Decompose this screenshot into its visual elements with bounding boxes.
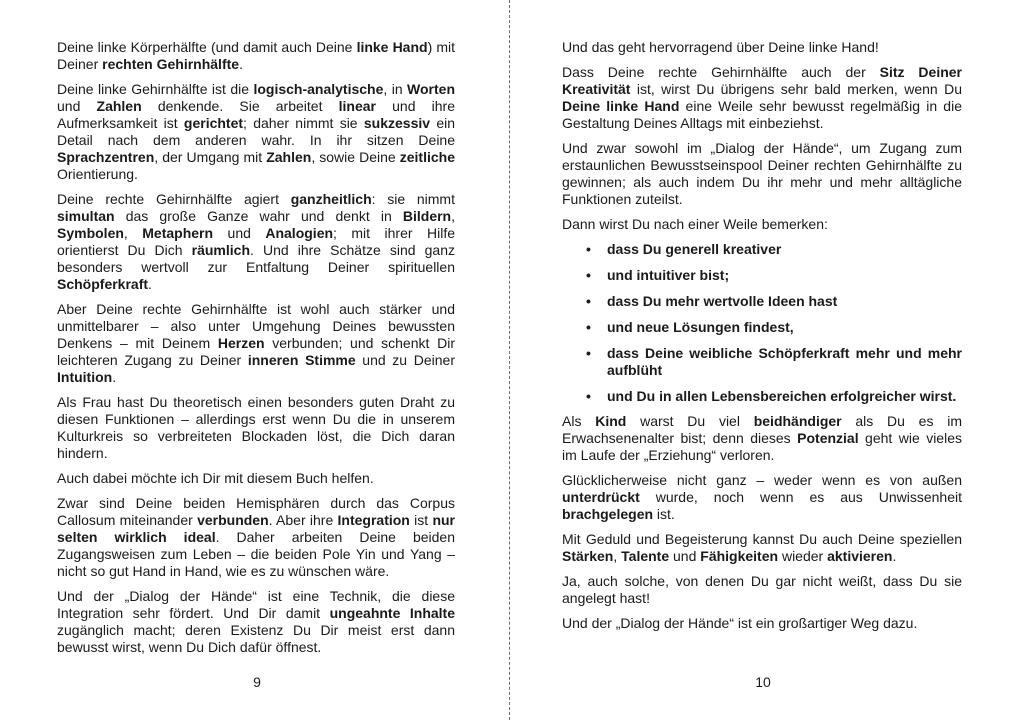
paragraph	[57, 470, 455, 487]
bold-text: Deine linke Hand	[562, 98, 680, 114]
text-segment: wurde, noch wenn es aus Unwissenheit	[639, 489, 962, 505]
paragraph	[57, 588, 455, 656]
bold-text: Potenzial	[797, 430, 859, 446]
bold-text: inneren	[247, 352, 299, 368]
text-segment: ; daher nimmt sie	[243, 115, 364, 131]
bold-text: aktivieren	[827, 548, 893, 564]
text-segment: und zu Deiner	[355, 352, 455, 368]
bold-text: räumlich	[191, 242, 250, 258]
bold-text: Zahlen	[266, 149, 312, 165]
bullet-dot-icon: •	[586, 319, 591, 335]
paragraph	[562, 531, 962, 565]
bold-text: Analogien	[265, 225, 334, 241]
text-segment: Zwar sind Deine beiden Hemisphären durch das Corpus Callosum miteinander	[57, 495, 455, 528]
bold-text: verbunden	[197, 512, 269, 528]
text-segment: Deine linke Körperhälfte (und damit auch Deine	[57, 39, 357, 55]
bold-text: nur selten wirklich ideal	[57, 512, 455, 545]
text-segment: Und das geht hervorragend über Deine linke Hand!	[562, 39, 879, 55]
text-segment: , der Umgang mit	[154, 149, 267, 165]
text-segment: ist	[409, 512, 433, 528]
right-page-number: 10	[755, 674, 771, 690]
paragraph	[57, 495, 455, 580]
text-segment: eine Weile sehr bewusst regelmäßig in die Gestaltung Deines Alltags mit einbeziehst.	[562, 98, 962, 131]
text-segment: Deine rechte Gehirnhälfte agiert	[57, 191, 291, 207]
text-segment: Ja, auch solche, von denen Du gar nicht weißt, dass Du sie angelegt hast!	[562, 573, 962, 606]
bullet-text: dass Du mehr wertvolle Ideen hast	[607, 293, 838, 309]
bold-text: Zahlen	[96, 98, 142, 114]
bold-text: linke Hand	[356, 39, 428, 55]
text-segment: und	[213, 225, 266, 241]
bullet-text: dass Deine weibliche Schöpferkraft mehr und mehr aufblüht	[607, 345, 962, 378]
bold-text: linear	[338, 98, 376, 114]
bullet-item	[562, 388, 962, 405]
left-page-number: 9	[253, 674, 261, 690]
text-segment: Und zwar sowohl im „Dialog der Hände“, um Zugang zum erstaunlichen Bewusstseinspool Deiner rechten Gehirnhälfte zu gewinnen; als auch indem Du ihr mehr und mehr alltägliche Funktionen zuteilst.	[562, 140, 962, 207]
bullet-text: dass Du generell kreativer	[607, 241, 782, 257]
bold-text: gerichtet	[183, 115, 244, 131]
text-segment: als Du es im Erwachsenenalter bist; denn dieses	[562, 413, 963, 446]
text-segment: Dass Deine rechte Gehirnhälfte auch der	[562, 64, 880, 80]
paragraph	[562, 472, 962, 523]
text-segment: Dann wirst Du nach einer Weile bemerken:	[562, 216, 828, 232]
text-segment: ; mit ihrer Hilfe orientierst Du Dich	[57, 225, 455, 258]
bold-text: beidhändiger	[753, 413, 842, 429]
bullet-text: und intuitiver bist;	[607, 267, 730, 283]
text-segment: verbunden; und schenkt Dir leichteren Zugang zu Deiner	[57, 335, 455, 368]
bold-text: Stärken	[562, 548, 614, 564]
bullet-text: und Du in allen Lebensbereichen erfolgreicher wirst.	[607, 388, 957, 404]
text-segment: .	[148, 276, 152, 292]
bullet-item	[562, 267, 962, 284]
bold-text: logisch-analytische	[253, 81, 384, 97]
text-segment: ,	[123, 225, 143, 241]
bold-text: Fähigkeiten	[700, 548, 779, 564]
text-segment: ,	[613, 548, 622, 564]
text-segment: ist.	[653, 506, 675, 522]
bold-text: zeitliche	[399, 149, 455, 165]
bullet-item	[562, 345, 962, 379]
text-segment: das große Ganze wahr und denkt in	[114, 208, 403, 224]
bold-text: Kind	[595, 413, 627, 429]
bold-text: Stimme	[305, 352, 356, 368]
text-segment: ,	[451, 208, 455, 224]
bold-text: ganzheitlich	[290, 191, 372, 207]
bold-text: unterdrückt	[562, 489, 640, 505]
paragraph	[57, 191, 455, 293]
paragraph	[57, 81, 455, 183]
text-segment: warst Du viel	[626, 413, 754, 429]
bold-text: Intuition	[57, 369, 113, 385]
text-segment: Glücklicherweise nicht ganz – weder wenn es von außen	[562, 472, 962, 488]
text-segment: und	[669, 548, 701, 564]
bold-text: Herzen	[217, 335, 265, 351]
bold-text: simultan	[57, 208, 115, 224]
bold-text: Symbolen	[57, 225, 124, 241]
text-segment: Als Frau hast Du theoretisch einen besonders guten Draht zu diesen Funktionen – allerdings erst wenn Du die in unserem Kulturkreis so verbreiteten Blockaden löst, die Dich daran hindern.	[57, 394, 455, 461]
paragraph	[562, 216, 962, 233]
text-segment: ein Detail nach dem anderen wahr. In ihr sitzen Deine	[57, 115, 456, 148]
text-segment: geht wie vieles im Laufe der „Erziehung“ verloren.	[562, 430, 962, 463]
bullet-item	[562, 293, 962, 310]
bold-text: Talente	[621, 548, 670, 564]
text-segment: . Und ihre Schätze sind ganz besonders wertvoll zur Entfaltung Deiner spirituellen	[57, 242, 455, 275]
bullet-dot-icon: •	[586, 241, 591, 257]
bullet-dot-icon: •	[586, 345, 591, 361]
text-segment: ) mit Deiner	[57, 39, 456, 72]
bold-text: Sprachzentren	[57, 149, 155, 165]
text-segment: , in	[383, 81, 408, 97]
text-segment: Und der „Dialog der Hände“ ist ein großartiger Weg dazu.	[562, 615, 918, 631]
paragraph	[57, 39, 455, 73]
text-segment: Auch dabei möchte ich Dir mit diesem Buch helfen.	[57, 470, 374, 486]
bold-text: Metaphern	[142, 225, 214, 241]
text-segment: , sowie Deine	[311, 149, 400, 165]
bullet-list	[562, 241, 962, 405]
text-segment: Und der „Dialog der Hände“ ist eine Technik, die diese Integration sehr fördert. Und Dir damit	[57, 588, 455, 621]
bullet-item	[562, 241, 962, 258]
text-segment: .	[892, 548, 897, 564]
bullet-text: und neue Lösungen findest,	[607, 319, 794, 335]
bold-text: rechten Gehirnhälfte	[102, 56, 240, 72]
bullet-dot-icon: •	[586, 293, 591, 309]
text-segment: zugänglich macht; deren Existenz Du Dir meist erst dann bewusst wirst, wenn Du Dich dafür öffnest.	[57, 622, 455, 655]
bold-text: Bildern	[402, 208, 452, 224]
bullet-dot-icon: •	[586, 388, 591, 404]
paragraph	[562, 64, 962, 132]
text-segment: : sie nimmt	[371, 191, 455, 207]
text-segment: . Daher arbeiten Deine beiden Zugangsweisen zum Leben – die beiden Pole Yin und Yang – nicht so gut Hand in Hand, wie es zu wünschen wäre.	[57, 529, 456, 579]
paragraph	[562, 615, 962, 632]
text-segment: ist, wirst Du übrigens sehr bald merken, wenn Du	[630, 81, 962, 97]
text-segment: Deine linke Gehirnhälfte ist die	[57, 81, 254, 97]
paragraph	[562, 413, 962, 464]
bullet-dot-icon: •	[586, 267, 591, 283]
text-segment: .	[112, 369, 117, 385]
text-segment: denkende. Sie arbeitet	[141, 98, 339, 114]
text-segment: . Aber ihre	[268, 512, 338, 528]
bold-text: Worten	[407, 81, 455, 97]
paragraph	[57, 394, 455, 462]
text-segment: und	[57, 98, 97, 114]
paragraph	[57, 301, 455, 386]
text-segment: Aber Deine rechte Gehirnhälfte ist wohl auch stärker und unmittelbarer – also unter Umgehung Deines bewussten Denkens – mit Deinem	[57, 301, 455, 351]
bold-text: Sitz Deiner Kreativität	[562, 64, 962, 97]
paragraph	[562, 573, 962, 607]
bold-text: Integration	[337, 512, 410, 528]
bold-text: sukzessiv	[363, 115, 431, 131]
right-page	[510, 0, 1020, 720]
bold-text: ungeahnte Inhalte	[329, 605, 455, 621]
text-segment: .	[239, 56, 243, 72]
right-page-text	[562, 39, 962, 632]
paragraph	[562, 140, 962, 208]
text-segment: Mit Geduld und Begeisterung kannst Du auch Deine speziellen	[562, 531, 962, 547]
bullet-item	[562, 319, 962, 336]
bold-text: brachgelegen	[562, 506, 654, 522]
left-page-text	[57, 39, 455, 656]
text-segment: Orientierung.	[57, 166, 138, 182]
text-segment: Als	[562, 413, 596, 429]
paragraph	[562, 39, 962, 56]
bold-text: Schöpferkraft	[57, 276, 149, 292]
text-segment: wieder	[778, 548, 828, 564]
text-segment: und ihre Aufmerksamkeit ist	[57, 98, 456, 131]
